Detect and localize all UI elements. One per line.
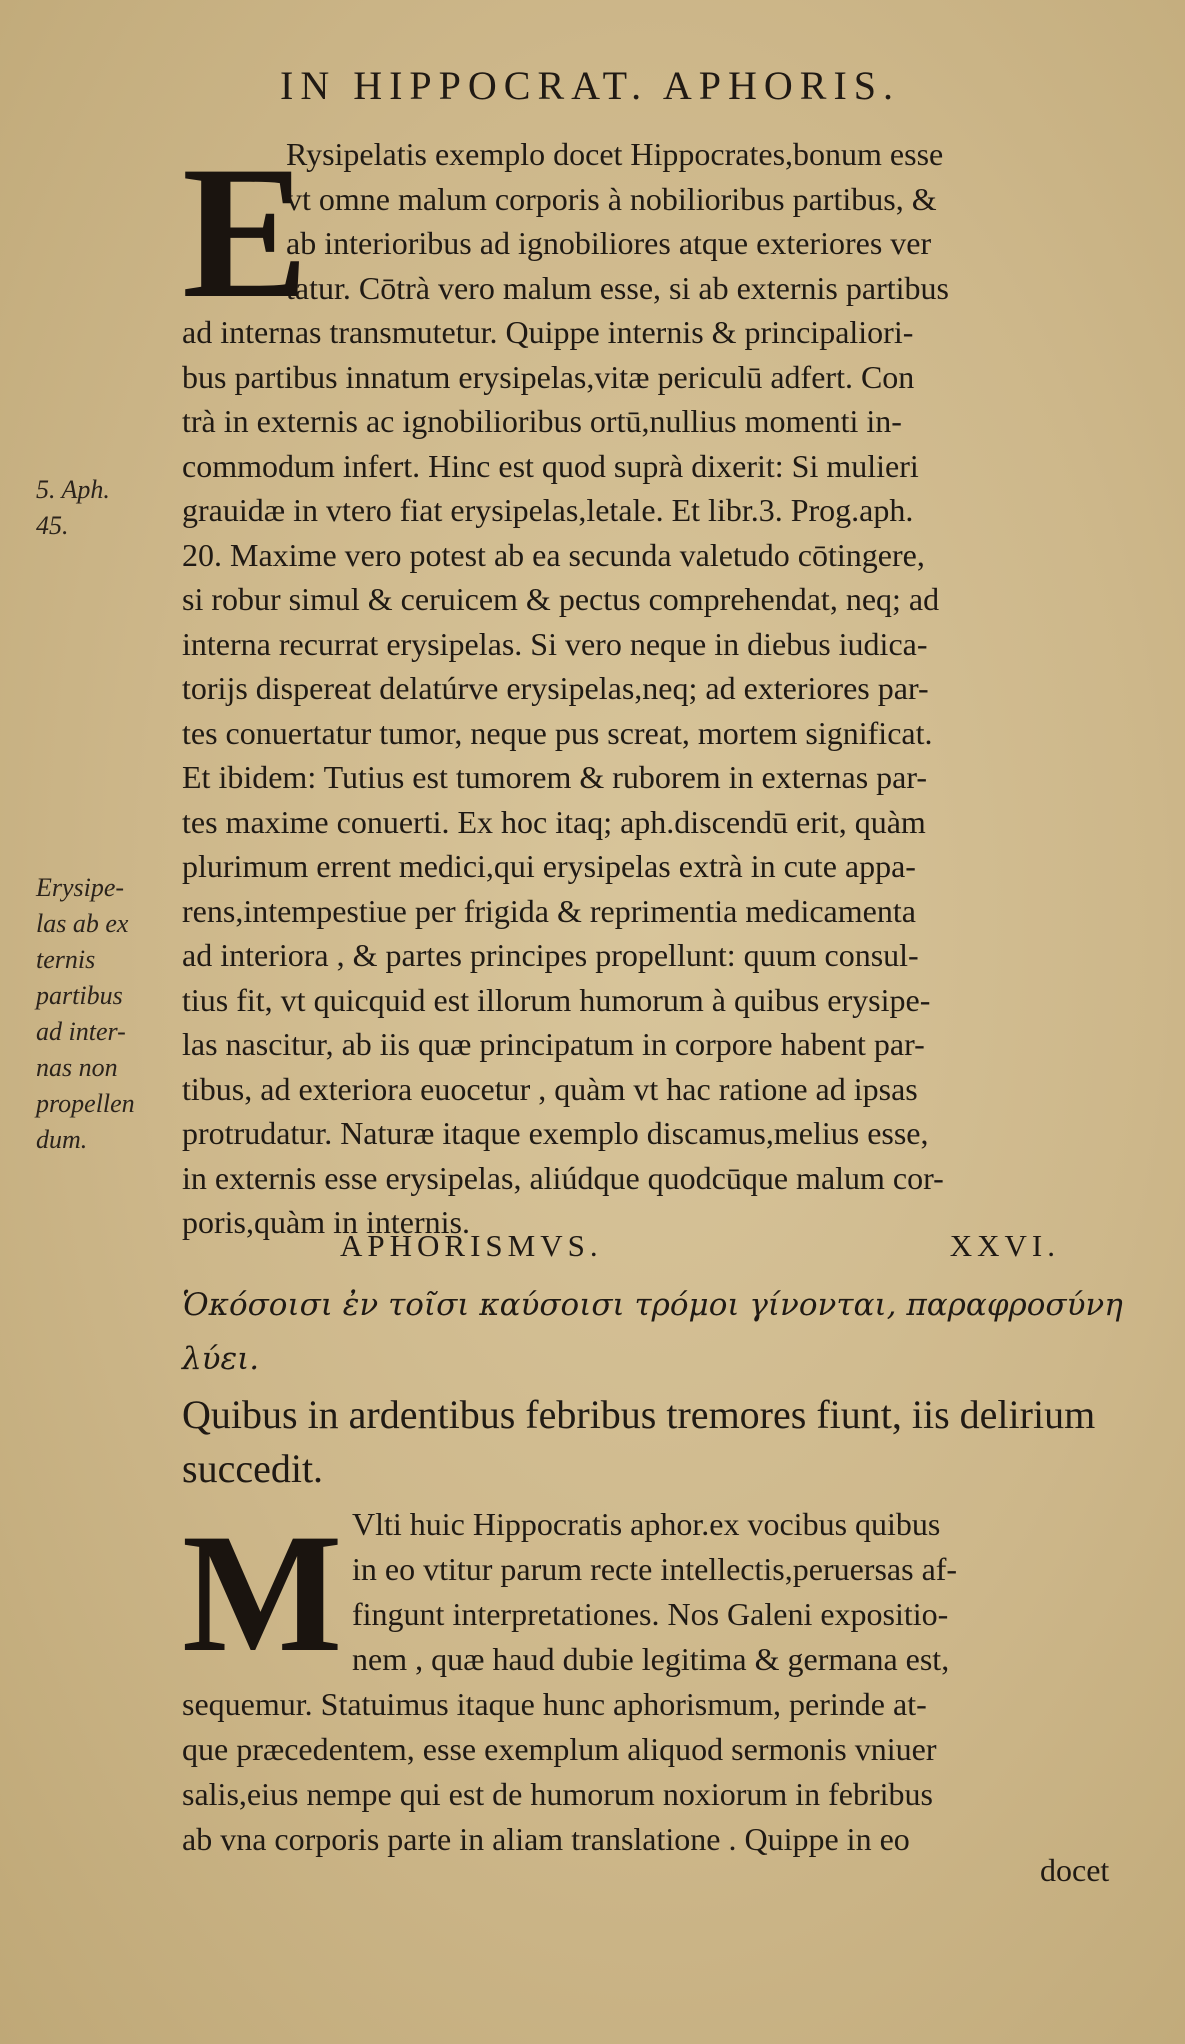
margin-note-erysipelas	[36, 870, 176, 1158]
margin-note-line: partibus	[36, 981, 123, 1010]
text-line: tatur. Cōtrà vero malum esse, si ab externis partibus	[286, 269, 949, 306]
running-head: IN HIPPOCRAT. APHORIS.	[280, 63, 901, 108]
aphorism-number: XXVI.	[949, 1228, 1060, 1263]
greek-aphorism-text: Ὁκόσοισι ἐν τοῖσι καύσοισι τρόμοι γίνονται, παραφροσύνη λύει.	[182, 1287, 1123, 1377]
margin-note-line: las ab ex	[36, 909, 129, 938]
margin-note-line: 5. Aph.	[36, 475, 110, 504]
text-line: Et ibidem: Tutius est tumorem & ruborem in externas par-	[182, 759, 928, 795]
text-line: poris,quàm in internis.	[182, 1204, 470, 1240]
margin-note-line: 45.	[36, 511, 69, 540]
text-line: interna recurrat erysipelas. Si vero neque in diebus iudica-	[182, 625, 928, 662]
text-line: tius fit, vt quicquid est illorum humorum à quibus erysipe-	[182, 981, 931, 1018]
text-line: plurimum errent medici,qui erysipelas extrà in cute appa-	[182, 848, 916, 884]
text-line: tes conuertatur tumor, neque pus screat, mortem significat.	[182, 714, 933, 751]
margin-note-line: ad inter-	[36, 1017, 126, 1046]
text-line: rens,intempestiue per frigida & reprimentia medicamenta	[182, 892, 916, 929]
margin-note-line: Erysipe-	[36, 873, 125, 902]
text-line: trà in externis ac ignobilioribus ortū,nullius momenti in-	[182, 403, 902, 439]
drop-cap-m: M	[182, 1499, 343, 1687]
text-line: in eo vtitur parum recte intellectis,peruersas af-	[352, 1551, 958, 1587]
text-line: Vlti huic Hippocratis aphor.ex vocibus quibus	[352, 1506, 941, 1542]
margin-note-line: ternis	[36, 945, 96, 974]
paragraph-2	[182, 1499, 1142, 1862]
aphorism-heading	[340, 1228, 1060, 1264]
text-line: vt omne malum corporis à nobilioribus partibus, &	[286, 180, 937, 217]
drop-cap-e: E	[182, 128, 309, 338]
paragraph-1	[182, 128, 1142, 1245]
margin-note-line: propellen	[36, 1089, 135, 1118]
text-line: bus partibus innatum erysipelas,vitæ periculū adfert. Con	[182, 358, 915, 395]
text-line: las nascitur, ab iis quæ principatum in corpore habent par-	[182, 1026, 925, 1062]
text-line: sequemur. Statuimus itaque hunc aphorismum, perinde at-	[182, 1686, 927, 1722]
text-line: tes maxime conuerti. Ex hoc itaq; aph.discendū erit, quàm	[182, 803, 926, 840]
latin-aphorism-text: Quibus in ardentibus febribus tremores fiunt, iis delirium succedit.	[182, 1392, 1096, 1491]
text-line: que præcedentem, esse exemplum aliquod sermonis vniuer	[182, 1731, 937, 1767]
aphorism-label: APHORISMVS.	[340, 1228, 603, 1263]
text-line: tibus, ad exteriora euocetur , quàm vt hac ratione ad ipsas	[182, 1070, 918, 1107]
text-line: in externis esse erysipelas, aliúdque quodcūque malum cor-	[182, 1159, 944, 1196]
text-line: protrudatur. Naturæ itaque exemplo discamus,melius esse,	[182, 1115, 929, 1151]
text-line: ab vna corporis parte in aliam translatione . Quippe in eo	[182, 1821, 910, 1857]
catchword: docet	[1040, 1852, 1110, 1888]
text-line: 20. Maxime vero potest ab ea secunda valetudo cōtingere,	[182, 536, 925, 573]
text-line: nem , quæ haud dubie legitima & germana est,	[352, 1641, 950, 1677]
text-line: ab interioribus ad ignobiliores atque exteriores ver	[286, 225, 932, 261]
margin-note-aph-reference	[36, 472, 176, 544]
text-line: salis,eius nempe qui est de humorum noxiorum in febribus	[182, 1776, 933, 1812]
margin-note-line: dum.	[36, 1125, 88, 1154]
text-line: commodum infert. Hinc est quod suprà dixerit: Si mulieri	[182, 447, 919, 484]
text-line: grauidæ in vtero fiat erysipelas,letale. Et libr.3. Prog.aph.	[182, 492, 914, 528]
margin-note-line: nas non	[36, 1053, 118, 1082]
text-line: torijs dispereat delatúrve erysipelas,neq; ad exteriores par-	[182, 670, 929, 706]
text-line: Rysipelatis exemplo docet Hippocrates,bonum esse	[286, 136, 944, 172]
text-line: ad interiora , & partes principes propellunt: quum consul-	[182, 937, 919, 973]
text-line: fingunt interpretationes. Nos Galeni expositio-	[352, 1596, 949, 1632]
text-line: si robur simul & ceruicem & pectus comprehendat, neq; ad	[182, 581, 940, 617]
text-line: ad internas transmutetur. Quippe internis & principaliori-	[182, 314, 914, 350]
